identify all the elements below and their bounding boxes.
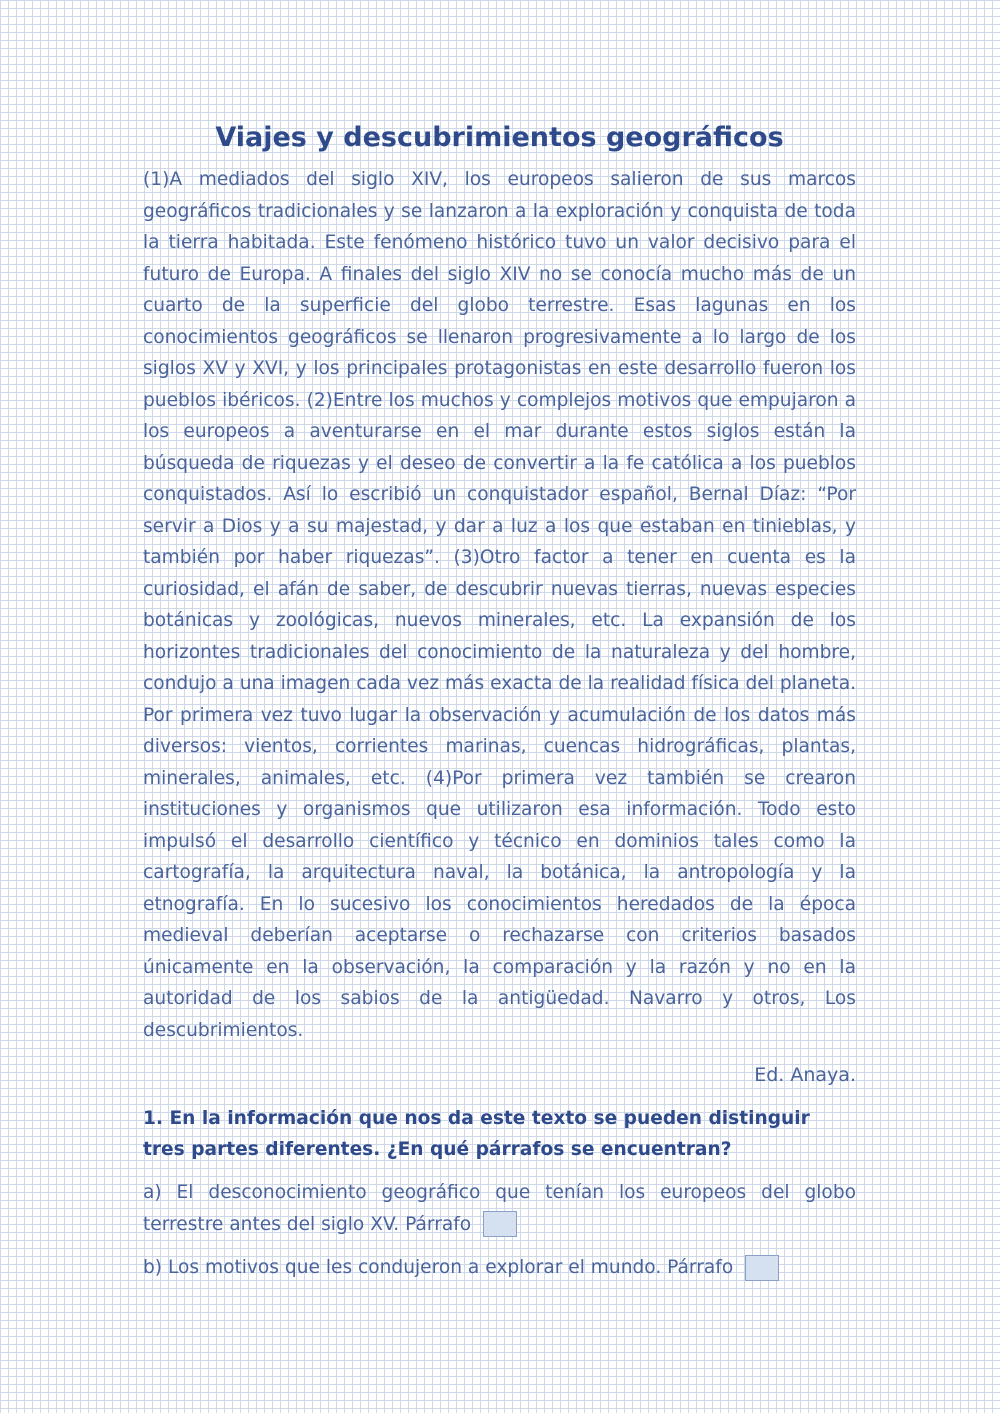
source-citation: Ed. Anaya. [754, 1064, 856, 1086]
answer-b-text: b) Los motivos que les condujeron a explorar el mundo. Párrafo [143, 1257, 734, 1278]
worksheet-page [143, 118, 856, 1284]
page-title: Viajes y descubrimientos geográficos [215, 122, 784, 153]
reading-text: (1)A mediados del siglo XIV, los europeos salieron de sus marcos geográficos tradicionales y se lanzaron a la exploración y conquista de toda la tierra habitada. Este fenómeno histórico tuvo un valor decisivo para el futuro de Europa. A finales del siglo XIV no se conocía mucho más de un cuarto de la superficie del globo terrestre. Esas lagunas en los conocimientos geográficos se llenaron progresivamente a lo largo de los siglos XV y XVI, y los principales protagonistas en este desarrollo fueron los pueblos ibéricos. (2)Entre los muchos y complejos motivos que empujaron a los europeos a aventurarse en el mar durante estos siglos están la búsqueda de riquezas y el deseo de convertir a la fe católica a los pueblos conquistados. Así lo escribió un conquistador español, Bernal Díaz: “Por servir a Dios y a su majestad, y dar a luz a los que estaban en tinieblas, y también por haber riquezas”. (3)Otro factor a tener en cuenta es la curiosidad, el afán de saber, de descubrir nuevas tierras, nuevas especies botánicas y zoológicas, nuevos minerales, etc. La expansión de los horizontes tradicionales del conocimiento de la naturaleza y del hombre, condujo a una imagen cada vez más exacta de la realidad física del planeta. Por primera vez tuvo lugar la observación y acumulación de los datos más diversos: vientos, corrientes marinas, cuencas hidrográficas, plantas, minerales, animales, etc. (4)Por primera vez también se crearon instituciones y organismos que utilizaron esa información. Todo esto impulsó el desarrollo científico y técnico en dominios tales como la cartografía, la arquitectura naval, la botánica, la antropología y la etnografía. En lo sucesivo los conocimientos heredados de la época medieval deberían aceptarse o rechazarse con criterios basados únicamente en la observación, la comparación y la razón y no en la autoridad de los sabios de la antigüedad. Navarro y otros, Los descubrimientos. [143, 169, 857, 1041]
question-1: 1. En la información que nos da este texto se pueden distinguir tres partes diferentes. ¿En qué párrafos se encuentran? [143, 1108, 810, 1160]
answer-a-text: a) El desconocimiento geográfico que tenían los europeos del globo terrestre antes del siglo XV. Párrafo [143, 1182, 856, 1235]
answer-a-input[interactable] [483, 1211, 517, 1237]
answer-b [143, 1252, 856, 1284]
answer-a [143, 1177, 856, 1240]
answer-b-input[interactable] [745, 1255, 779, 1281]
